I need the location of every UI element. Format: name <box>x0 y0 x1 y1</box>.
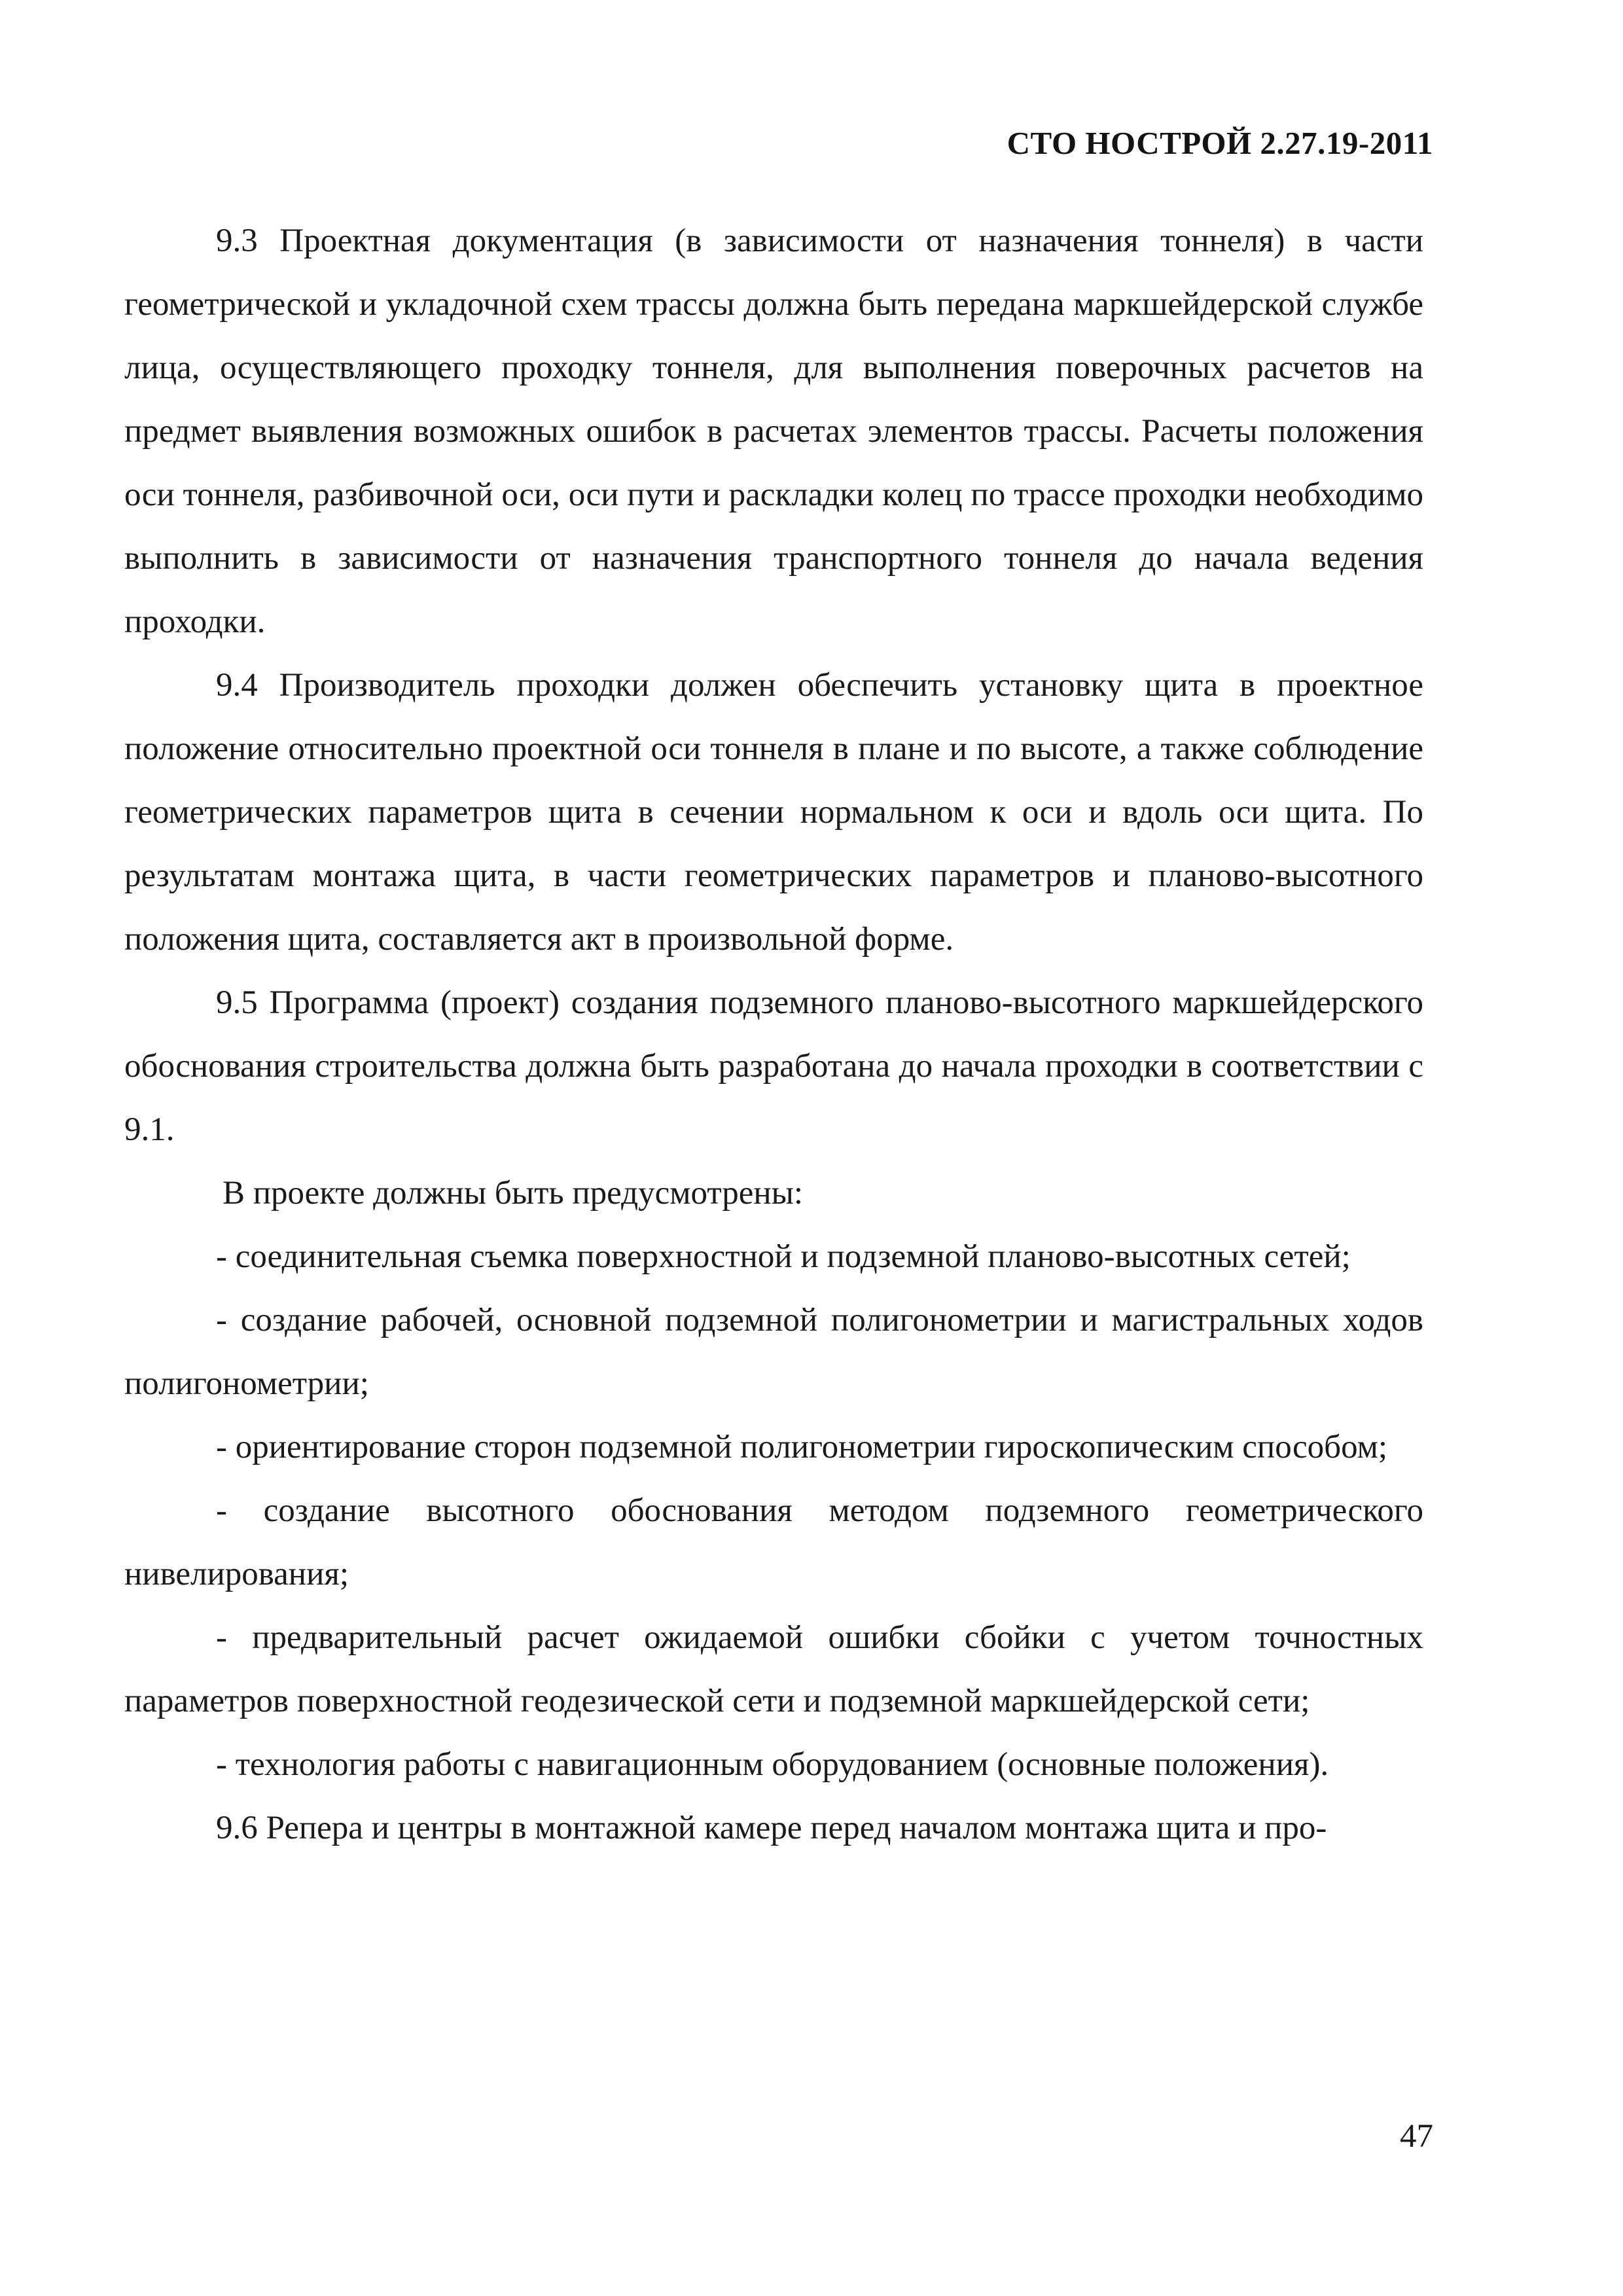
paragraph-9-5: 9.5 Программа (проект) создания подземного планово-высотного маркшейдерского обоснования строительства должна быть разработана до начала проходки в соответствии с 9.1. <box>124 984 1423 1148</box>
list-item-leveling: - создание высотного обоснования методом подземного геометрического нивелирования; <box>124 1492 1423 1592</box>
paragraph-9-4: 9.4 Производитель проходки должен обеспечить установку щита в проектное положение относительно проектной оси тоннеля в плане и по высоте, а также соблюдение геометрических параметров щита в сечении нормальном к оси и вдоль оси щита. По результатам монтажа щита, в части геометрических параметров и планово-высотного положения щита, составляется акт в произвольной форме. <box>124 667 1423 958</box>
list-item-error-calculation: - предварительный расчет ожидаемой ошибки сбойки с учетом точностных параметров поверхностной геодезической сети и подземной маркшейдерской сети; <box>124 1619 1423 1719</box>
paragraph-9-3: 9.3 Проектная документация (в зависимости от назначения тоннеля) в части геометрической и укладочной схем трассы должна быть передана маркшейдерской службе лица, осуществляющего проходку тоннеля, для выполнения поверочных расчетов на предмет выявления возможных ошибок в расчетах элементов трассы. Расчеты положения оси тоннеля, разбивочной оси, оси пути и раскладки колец по трассе проходки необходимо выполнить в зависимости от назначения транспортного тоннеля до начала ведения проходки. <box>124 223 1423 640</box>
page-number: 47 <box>1400 2118 1433 2155</box>
list-intro: В проекте должны быть предусмотрены: <box>223 1175 804 1211</box>
body-text <box>124 209 1423 1860</box>
list-item-polygonometry: - создание рабочей, основной подземной полигонометрии и магистральных ходов полигонометрии; <box>124 1302 1423 1402</box>
paragraph-9-6: 9.6 Репера и центры в монтажной камере перед началом монтажа щита и про- <box>216 1810 1327 1846</box>
list-item-connection-survey: - соединительная съемка поверхностной и подземной планово-высотных сетей; <box>216 1238 1351 1275</box>
list-item-navigation-technology: - технология работы с навигационным оборудованием (основные положения). <box>216 1746 1329 1783</box>
document-code-header: СТО НОСТРОЙ 2.27.19-2011 <box>1007 125 1433 161</box>
list-item-gyro-orientation: - ориентирование сторон подземной полигонометрии гироскопическим способом; <box>216 1429 1388 1465</box>
